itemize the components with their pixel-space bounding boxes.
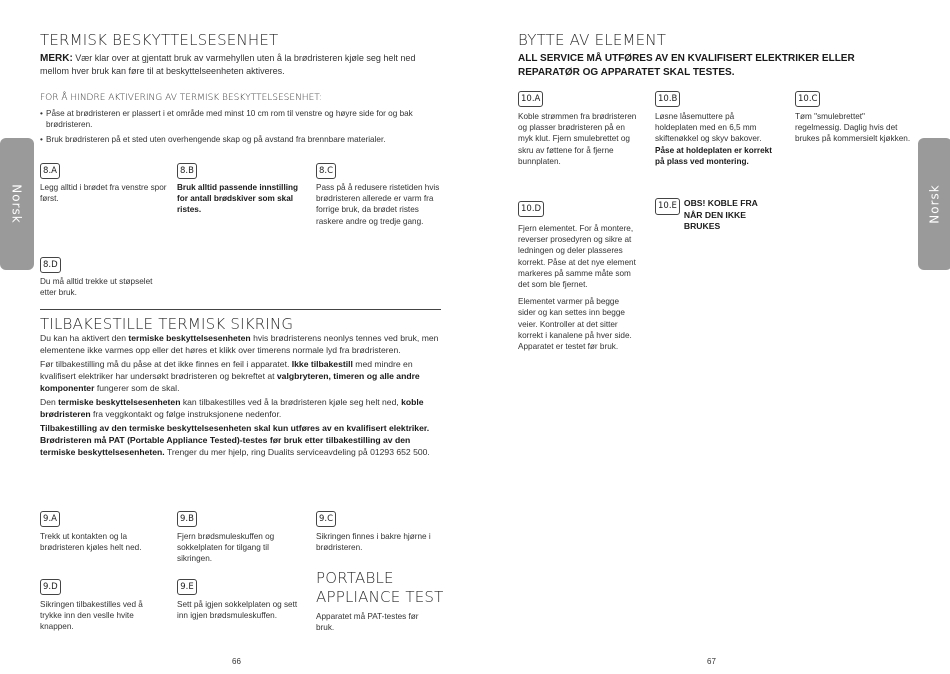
paragraph-1: Du kan ha aktivert den termiske beskyttelsesenheten hvis brødristerens neonlys tennes ved bruk, men elementene ikke varmes opp eller det høres et klikk over timerens normale lyd fra brødristeren.: [40, 333, 439, 355]
prevention-list: [40, 108, 446, 146]
step-badge: 10.A: [518, 91, 543, 107]
step-badge: 9.A: [40, 511, 60, 527]
step-8d: [40, 254, 168, 298]
side-tab-left: [0, 138, 34, 270]
step-8a: [40, 160, 168, 204]
step-badge: 9.E: [177, 579, 197, 595]
step-10d: [518, 198, 638, 352]
step-9c: [316, 508, 440, 553]
step-text: Sikringen finnes i bakre hjørne i brødristeren.: [316, 532, 431, 553]
step-badge: 8.A: [40, 163, 60, 179]
step-9d: [40, 576, 158, 633]
step-text: Tøm "smulebrettet" regelmessig. Daglig hvis det brukes på kommersielt kjøkken.: [795, 112, 911, 144]
list-item: • Påse at brødristeren er plassert i et område med minst 10 cm rom til venstre og høyre side for og bak brødristeren.: [46, 108, 446, 130]
paragraph-2: Før tilbakestilling må du påse at det ikke finnes en feil i apparatet. Ikke tilbakestill med mindre en kvalifisert elektriker har undersøkt brødristeren og bekreftet at valgbryteren, timeren og alle andre komponenter fungerer som de skal.: [40, 359, 420, 393]
list-item: • Bruk brødristeren på et sted uten overhengende skap og på avstand fra brennbare materialer.: [46, 134, 446, 145]
pat-text: Apparatet må PAT-testes før bruk.: [316, 612, 419, 633]
side-tab-label: Norsk: [10, 184, 25, 224]
step-badge: 10.C: [795, 91, 820, 107]
step-text: Legg alltid i brødet fra venstre spor først.: [40, 183, 167, 204]
step-text: Trekk ut kontakten og la brødristeren kjøles helt ned.: [40, 532, 142, 553]
step-10c: [795, 88, 913, 145]
section-title-replace-element: BYTTE AV ELEMENT: [518, 31, 667, 49]
step-text: Elementet varmer på begge sider og kan settes inn begge veier. Kontroller at det sitter korrekt i kanalene på hver side. Apparatet er testet før bruk.: [518, 297, 632, 352]
step-10b: [655, 88, 773, 167]
reset-instructions: [40, 332, 442, 458]
section-title-pat: PORTABLE APPLIANCE TEST: [316, 569, 444, 606]
step-9a: [40, 508, 168, 553]
page-number-right: 67: [707, 657, 716, 666]
side-tab-right: [918, 138, 950, 270]
step-9b: [177, 508, 305, 565]
paragraph-4: Tilbakestilling av den termiske beskyttelsesenheten skal kun utføres av en kvalifisert elektriker. Brødristeren må PAT (Portable Appliance Tested)-testes før bruk etter tilbakestilling av den termiske beskyttelsesenheten. Trenger du mer hjelp, ring Dualits serviceavdeling på 01293 652 500.: [40, 423, 430, 457]
step-text: Fjern brødsmuleskuffen og sokkelplaten for tilgang til sikringen.: [177, 532, 275, 564]
step-8b: [177, 160, 305, 216]
divider: [40, 309, 441, 310]
step-text: Sikringen tilbakestilles ved å trykke inn den veslle hvite knappen.: [40, 600, 143, 632]
step-text: Sett på igjen sokkelplaten og sett inn igjen brødsmuleskuffen.: [177, 600, 298, 621]
step-text: Bruk alltid passende innstilling for antall brødskiver som skal ristes.: [177, 183, 299, 215]
step-text: OBS! KOBLE FRA NÅR DEN IKKE BRUKES: [683, 198, 758, 231]
step-text: Pass på å redusere ristetiden hvis brødristeren allerede er varm fra forrige bruk, da brødet ristes raskere andre og tredje gang.: [316, 183, 440, 226]
step-badge: 10.D: [518, 201, 544, 217]
step-badge: 10.E: [655, 198, 680, 215]
service-warning: ALL SERVICE MÅ UTFØRES AV EN KVALIFISERT ELEKTRIKER ELLER REPARATØR OG APPARATET SKAL TESTES.: [518, 53, 855, 78]
merk-label: MERK:: [40, 53, 73, 64]
step-10a: [518, 88, 642, 167]
paragraph-3: Den termiske beskyttelsesenheten kan tilbakestilles ved å la brødristeren kjøle seg helt ned, koble brødristeren fra veggkontakt og følge instruksjonene nedenfor.: [40, 397, 424, 419]
step-badge: 8.B: [177, 163, 197, 179]
step-9e: [177, 576, 307, 621]
step-badge: 10.B: [655, 91, 680, 107]
section-title-thermal-protection: TERMISK BESKYTTELSESENHET: [40, 31, 279, 49]
step-text: Løsne låsemuttere på holdeplaten med en 6,5 mm skiftenøkkel og skyv bakover. Påse at holdeplaten er korrekt på plass ved montering.: [655, 112, 772, 166]
step-text: Fjern elementet. For å montere, reverser prosedyren og sikre at ledningen og deler plasseres korrekt. Påse at det nye element markeres på samme måte som det som ble fjernet.: [518, 224, 636, 290]
step-8c: [316, 160, 440, 227]
side-tab-label: Norsk: [928, 184, 943, 224]
step-badge: 9.D: [40, 579, 61, 595]
prevent-heading: FOR Å HINDRE AKTIVERING AV TERMISK BESKYTTELSESENHET:: [40, 93, 322, 103]
step-text: Koble strømmen fra brødristeren og plasser brødristeren på en myk klut. Fjern smulebrettet og skru av føttene for å fjerne bunnplaten.: [518, 112, 637, 166]
step-badge: 9.B: [177, 511, 197, 527]
merk-note: [40, 52, 442, 78]
step-10e: [655, 198, 775, 233]
step-badge: 9.C: [316, 511, 336, 527]
step-badge: 8.D: [40, 257, 61, 273]
merk-text: Vær klar over at gjentatt bruk av varmehyllen uten å la brødristeren kjøle seg helt ned mellom hver bruk kan føre til at beskyttelseenheten aktiveres.: [40, 53, 416, 76]
page-number-left: 66: [232, 657, 241, 666]
step-text: Du må alltid trekke ut støpselet etter bruk.: [40, 277, 153, 298]
section-title-reset-fuse: TILBAKESTILLE TERMISK SIKRING: [40, 315, 294, 333]
step-badge: 8.C: [316, 163, 336, 179]
